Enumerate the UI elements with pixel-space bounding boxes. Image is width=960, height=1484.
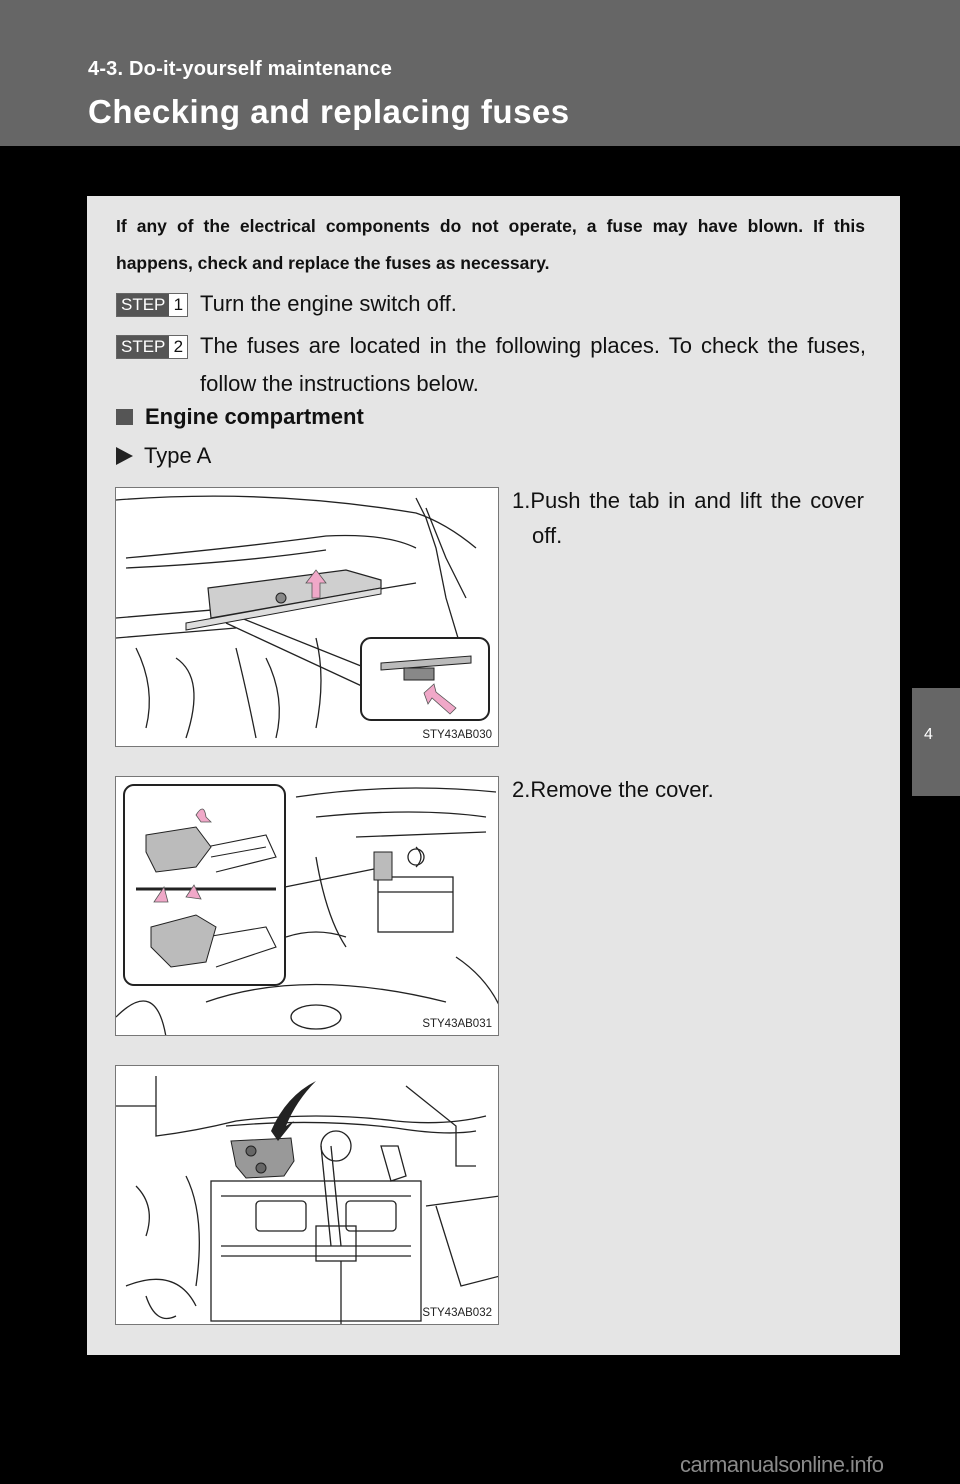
figure-code: STY43AB031 [422,1018,492,1030]
step-text: Turn the engine switch off. [200,291,457,316]
step-badge-number: 2 [169,336,187,358]
content-panel [87,196,900,1355]
step-badge-2 [116,335,188,359]
step-1 [116,285,866,323]
figure-1 [115,487,499,747]
subsection-heading-text: Type A [144,443,212,468]
instruction-text: 2.Remove the cover. [512,777,714,802]
step-badge-1 [116,293,188,317]
subsection-heading [116,441,211,471]
step-badge-label: STEP [117,294,169,316]
page-header [0,0,960,146]
figure-code: STY43AB030 [422,729,492,741]
chapter-number: 4 [924,726,933,743]
figure-2 [115,776,499,1036]
battery-cover-removal-illustration-icon [116,777,499,1036]
square-bullet-icon [116,409,133,425]
section-heading [116,402,364,432]
figure-3 [115,1065,499,1325]
step-2 [116,327,866,403]
instruction-text: 1.Push the tab in and lift the cover off. [512,488,864,548]
triangle-bullet-icon [116,447,133,465]
instruction-2 [512,772,864,807]
section-label: 4-3. Do-it-yourself maintenance [88,58,393,80]
step-text: The fuses are located in the following places. To check the fuses, follow the instructions below. [200,333,866,396]
step-badge-label: STEP [117,336,169,358]
figure-code: STY43AB032 [422,1307,492,1319]
step-badge-number: 1 [169,294,187,316]
watermark: carmanualsonline.info [680,1452,884,1477]
instruction-1 [512,483,864,553]
chapter-tab[interactable] [912,688,960,796]
intro-text: If any of the electrical components do not operate, a fuse may have blown. If this happens, check and replace the fuses as necessary. [116,216,865,273]
fuse-location-illustration-icon [116,1066,499,1325]
page-title: Checking and replacing fuses [88,93,570,130]
fuse-box-cover-illustration-icon [116,488,499,747]
section-heading-text: Engine compartment [145,404,364,429]
